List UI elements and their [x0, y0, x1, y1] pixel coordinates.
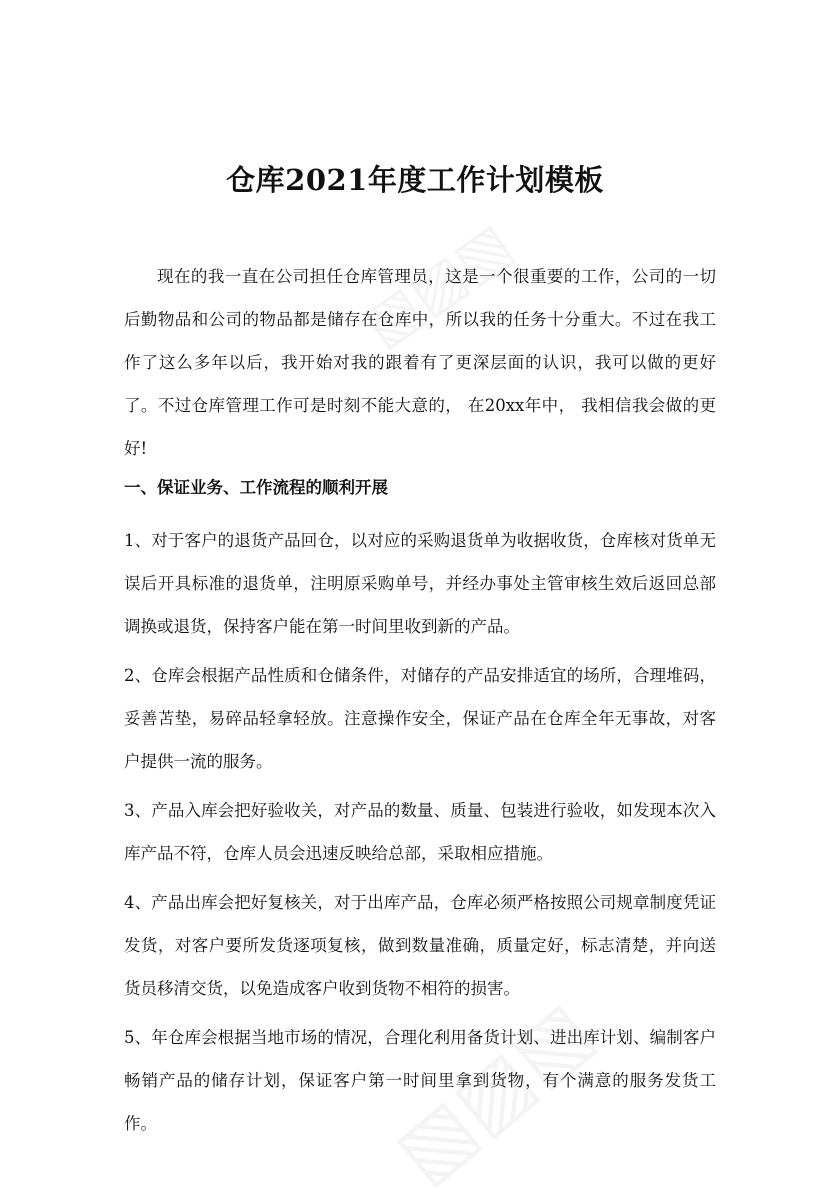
intro-paragraph: 现在的我一直在公司担任仓库管理员，这是一个很重要的工作，公司的一切后勤物品和公司的物品都是储存在仓库中，所以我的任务十分重大。不过在我工作了这么多年以后，我开始对我的跟着有了更深层面的认识，我可以做的更好了。不过仓库管理工作可是时刻不能大意的， 在20xx年中， 我相信我会做的更好!	[124, 267, 716, 458]
document-title: 仓库2021年度工作计划模板	[226, 163, 604, 197]
list-item: 4、产品出库会把好复核关，对于出库产品，仓库必须严格按照公司规章制度凭证发货，对客户要所发货逐项复核，做到数量准确，质量定好，标志清楚，并向送货员移清交货，以免造成客户收到货物不相符的损害。	[124, 893, 716, 998]
list-item: 2、仓库会根据产品性质和仓储条件，对储存的产品安排适宜的场所，合理堆码，妥善苫垫，易碎品轻拿轻放。注意操作安全，保证产品在仓库全年无事故，对客户提供一流的服务。	[124, 666, 716, 771]
list-item: 5、年仓库会根据当地市场的情况，合理化利用备货计划、进出库计划、编制客户畅销产品的储存计划，保证客户第一时间里拿到货物，有个满意的服务发货工作。	[124, 1028, 716, 1133]
list-item: 1、对于客户的退货产品回仓，以对应的采购退货单为收据收货，仓库核对货单无误后开具标准的退货单，注明原采购单号，并经办事处主管审核生效后返回总部调换或退货，保持客户能在第一时间里收到新的产品。	[124, 531, 716, 636]
list-item: 3、产品入库会把好验收关，对产品的数量、质量、包装进行验收，如发现本次入库产品不符，仓库人员会迅速反映给总部，采取相应措施。	[124, 801, 716, 863]
section-heading: 一、保证业务、工作流程的顺利开展	[124, 478, 388, 497]
document-body	[124, 255, 716, 1151]
